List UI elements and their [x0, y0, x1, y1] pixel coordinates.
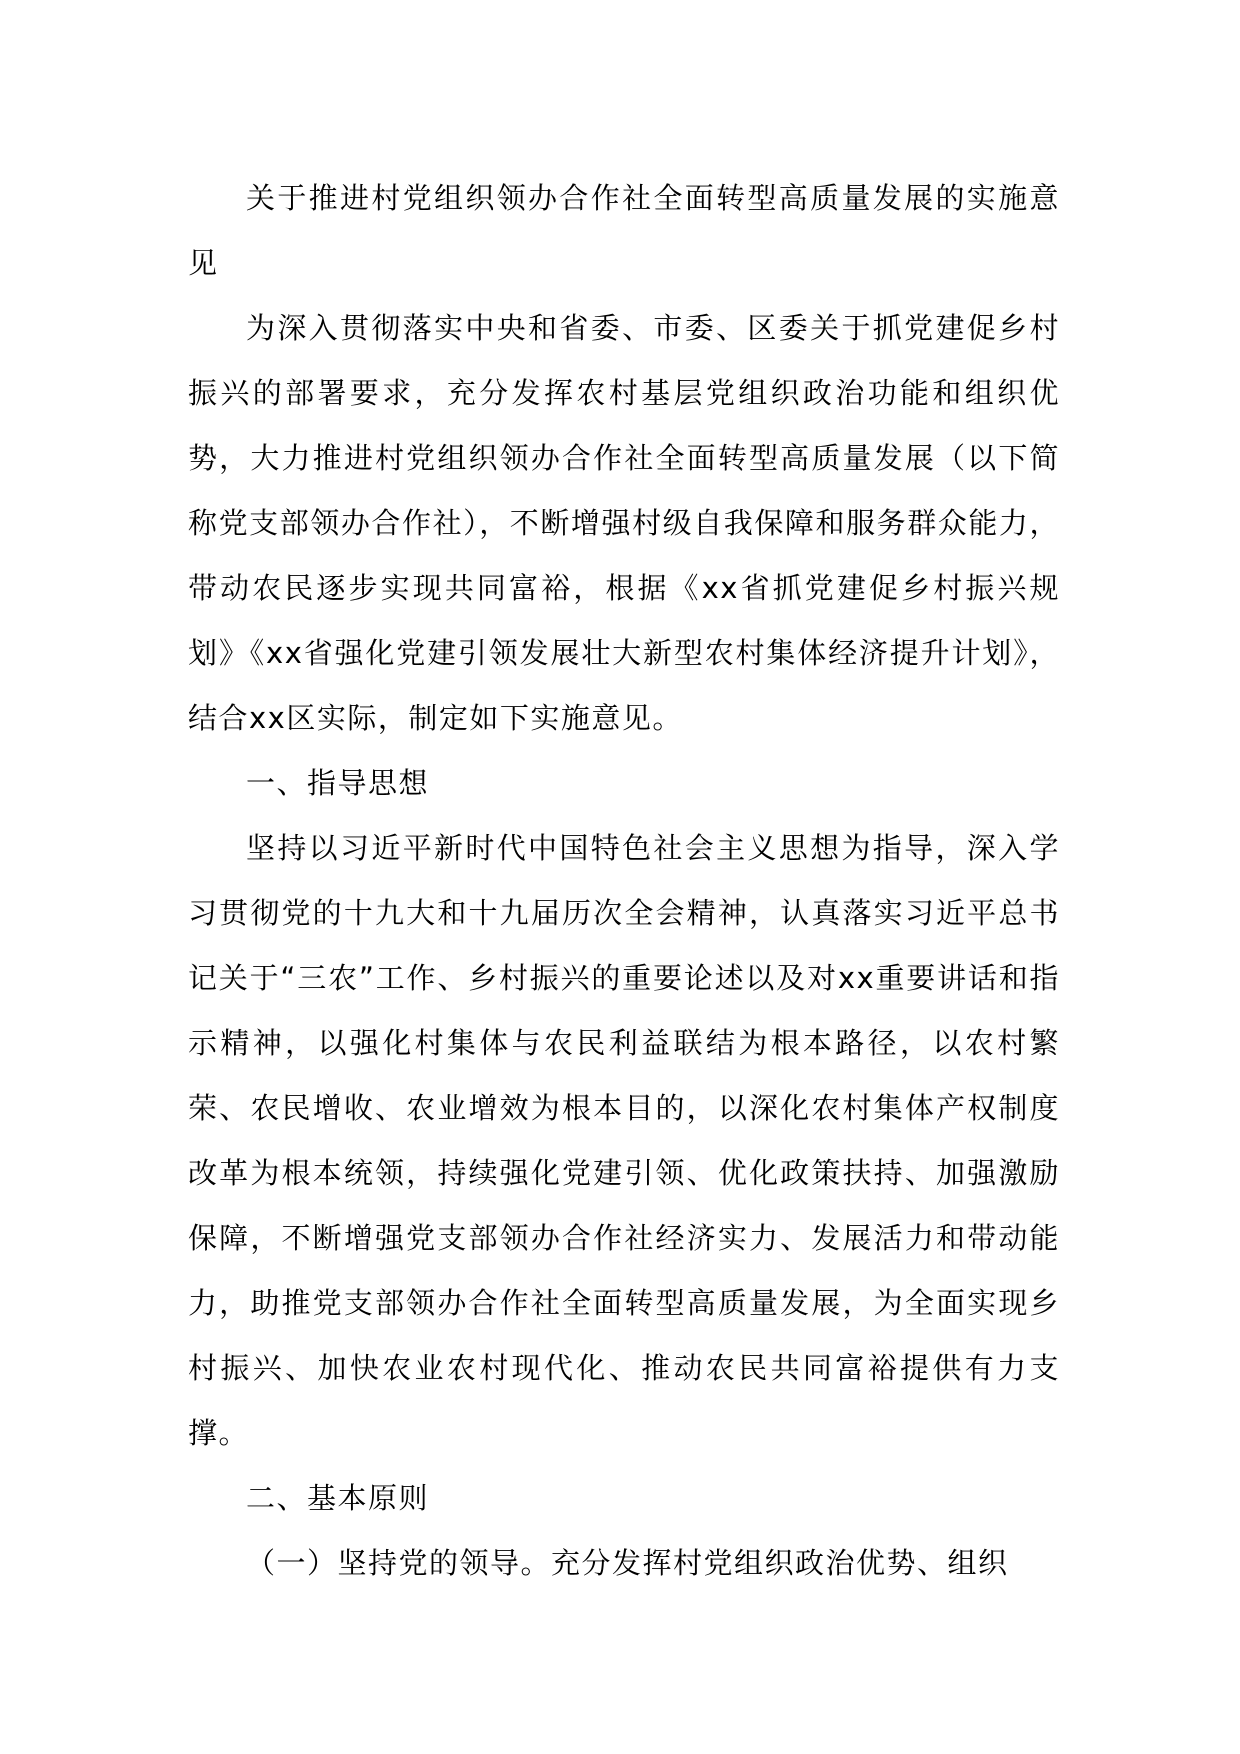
section-heading-guiding-ideology: 一、指导思想	[246, 766, 430, 800]
section-heading-basic-principles: 二、基本原则	[246, 1481, 430, 1515]
principle-one-paragraph: （一）坚持党的领导。充分发挥村党组织政治优势、组织	[246, 1546, 1009, 1580]
intro-paragraph: 为深入贯彻落实中央和省委、市委、区委关于抓党建促乡村振兴的部署要求，充分发挥农村基层党组织政治功能和组织优势，大力推进村党组织领办合作社全面转型高质量发展（以下简称党支部领办合作社），不断增强村级自我保障和服务群众能力，带动农民逐步实现共同富裕，根据《xx省抓党建促乡村振兴规划》《xx省强化党建引领发展壮大新型农村集体经济提升计划》，结合xx区实际，制定如下实施意见。	[188, 311, 1060, 735]
document-body	[188, 166, 1060, 1596]
document-title: 关于推进村党组织领办合作社全面转型高质量发展的实施意见	[188, 181, 1060, 280]
guiding-ideology-paragraph: 坚持以习近平新时代中国特色社会主义思想为指导，深入学习贯彻党的十九大和十九届历次全会精神，认真落实习近平总书记关于“三农”工作、乡村振兴的重要论述以及对xx重要讲话和指示精神，以强化村集体与农民利益联结为根本路径，以农村繁荣、农民增收、农业增效为根本目的，以深化农村集体产权制度改革为根本统领，持续强化党建引领、优化政策扶持、加强激励保障，不断增强党支部领办合作社经济实力、发展活力和带动能力，助推党支部领办合作社全面转型高质量发展，为全面实现乡村振兴、加快农业农村现代化、推动农民共同富裕提供有力支撑。	[188, 831, 1060, 1450]
